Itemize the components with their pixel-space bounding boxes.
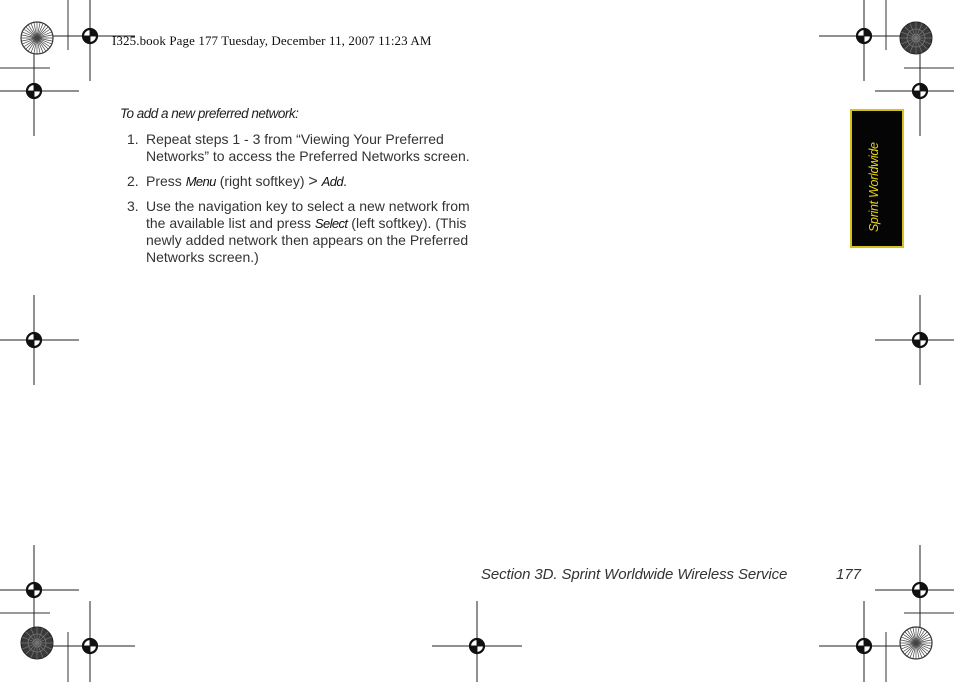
section-footer-title: Section 3D. Sprint Worldwide Wireless Service: [481, 566, 788, 583]
file-info-header: I325.book Page 177 Tuesday, December 11, 2007 11:23 AM: [112, 33, 432, 48]
registration-crosshair-icon: [0, 545, 79, 635]
registration-crosshair-icon: [432, 601, 522, 682]
step-item: [120, 198, 480, 266]
color-registration-starburst-icon: [900, 22, 932, 54]
instructions-intro: To add a new preferred network:: [120, 106, 299, 121]
page-number: 177: [836, 566, 862, 583]
step-text-prefix: Press: [146, 173, 186, 189]
menu-softkey-label: Menu: [185, 174, 216, 189]
step-text-middle: (right softkey): [215, 173, 309, 189]
color-registration-starburst-icon: [900, 627, 932, 659]
step-text-suffix: .: [342, 173, 347, 189]
section-side-tab: [850, 109, 904, 248]
step-number: 1.: [127, 131, 139, 147]
step-text-suffix: (left softkey). (This newly added network then appears on the Preferred Networks screen.): [146, 215, 469, 265]
instructions: [120, 106, 480, 274]
add-option-label: Add: [321, 174, 343, 189]
section-tab-label: Sprint Worldwide: [867, 142, 881, 232]
registration-crosshair-icon: [875, 545, 954, 635]
steps-list: [120, 131, 480, 266]
step-number: 2.: [127, 173, 139, 189]
registration-crosshair-icon: [819, 601, 909, 682]
step-text-prefix: Use the navigation key to select a new network from the available list and press: [146, 198, 470, 231]
registration-crosshair-icon: [0, 295, 79, 385]
registration-crosshair-icon: [875, 295, 954, 385]
registration-crosshair-icon: [819, 0, 909, 81]
select-softkey-label: Select: [314, 216, 348, 231]
color-registration-starburst-icon: [21, 627, 53, 659]
step-number: 3.: [127, 198, 139, 214]
registration-crosshair-icon: [0, 46, 79, 136]
color-registration-starburst-icon: [21, 22, 53, 54]
step-item: [120, 173, 480, 190]
step-item: [120, 131, 480, 165]
registration-crosshair-icon: [45, 601, 135, 682]
menu-path-separator: >: [308, 173, 318, 190]
step-text: Repeat steps 1 - 3 from “Viewing Your Preferred Networks” to access the Preferred Networks screen.: [146, 131, 470, 164]
